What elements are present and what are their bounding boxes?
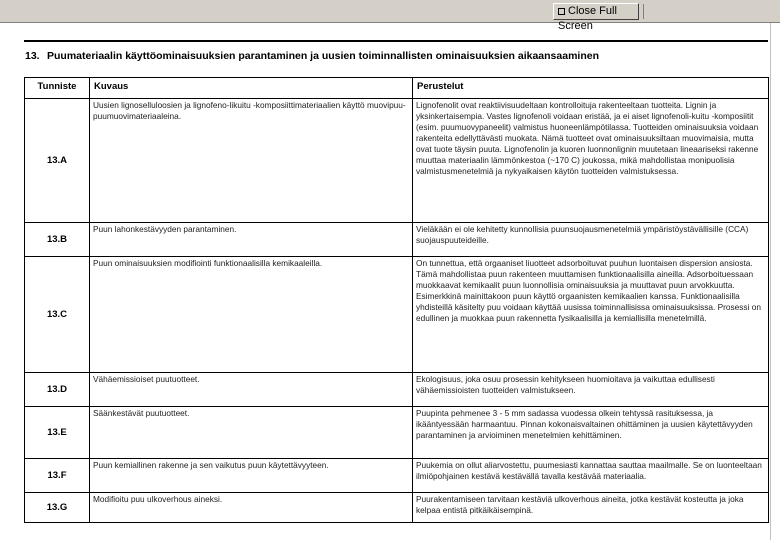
close-full-screen-button[interactable] (553, 3, 639, 32)
row-id: 13.A (25, 99, 90, 223)
column-header-perustelut: Perustelut (413, 78, 769, 99)
section-number: 13. (25, 50, 40, 62)
close-full-screen-label: Close Full Screen (558, 5, 617, 32)
row-perustelut: On tunnettua, että orgaaniset liuotteet adsorboituvat puuhun luontaisen dispersion ansiosta. Tämä mahdollistaa puun rakenteen muuttamisen funktionaalisilla aineilla. Adsorboituessaan muokkaavat kemikaalit puun luonnollisia ominaisuuksia ja muuttavat puun arvokkuutta. Esimerkkinä mainittakoon puun käyttö orgaanisten kemikaalien kanssa. Funktionaalisilla yhdisteillä käsitelty puu voidaan käyttää uusissa toiminnallisissa ominaisuuksissa. Prosessi on edullinen ja muokkaa puun rakennetta fysikaalisilla ja kemiallisilla menetelmillä. (413, 257, 769, 373)
row-kuvaus: Puun ominaisuuksien modifiointi funktionaalisilla kemikaaleilla. (90, 257, 413, 373)
table-row (25, 407, 769, 459)
row-id: 13.B (25, 223, 90, 257)
viewer-toolbar (0, 0, 780, 32)
toolbar-separator (643, 4, 644, 19)
row-kuvaus: Puun lahonkestävyyden parantaminen. (90, 223, 413, 257)
column-header-tunniste: Tunniste (25, 78, 90, 99)
row-kuvaus: Modifioitu puu ulkoverhous aineksi. (90, 493, 413, 523)
row-kuvaus: Säänkestävät puutuotteet. (90, 407, 413, 459)
row-id: 13.E (25, 407, 90, 459)
row-id: 13.D (25, 373, 90, 407)
table-row (25, 99, 769, 223)
table-row (25, 257, 769, 373)
table-header-row (25, 78, 769, 99)
column-header-kuvaus: Kuvaus (90, 78, 413, 99)
row-id: 13.C (25, 257, 90, 373)
table-row (25, 223, 769, 257)
table-row (25, 459, 769, 493)
vertical-scrollbar[interactable] (770, 23, 780, 540)
full-screen-icon (558, 8, 565, 15)
row-kuvaus: Vähäemissioiset puutuotteet. (90, 373, 413, 407)
row-kuvaus: Puun kemiallinen rakenne ja sen vaikutus puun käytettävyyteen. (90, 459, 413, 493)
row-perustelut: Puurakentamiseen tarvitaan kestäviä ulkoverhous aineita, jotka kestävät kosteutta ja joka kelpaa entistä pitkäikäisempinä. (413, 493, 769, 523)
heading-rule (24, 40, 768, 42)
measures-table (24, 77, 769, 523)
section-heading (25, 50, 770, 62)
table-row (25, 373, 769, 407)
row-perustelut: Ekologisuus, joka osuu prosessin kehitykseen huomioitava ja vaikuttaa edullisesti vähäemissioisten tuotteiden valmistukseen. (413, 373, 769, 407)
row-perustelut: Puupinta pehmenee 3 - 5 mm sadassa vuodessa olkein tehtyssä rasituksessa, ja ikääntyessään harmaantuu. Pinnan kokonaisvaltainen ohittäminen ja uusien käytettävyyden parantaminen ja arvioiminen menetelmien kehittäminen. (413, 407, 769, 459)
row-perustelut: Puukemia on ollut aliarvostettu, puumesiasti kannattaa sauttaa maailmalle. Se on luonteeltaan ilmiöpohjainen kestävä kestävällä tavalla kestävää materiaalia. (413, 459, 769, 493)
row-id: 13.F (25, 459, 90, 493)
row-id: 13.G (25, 493, 90, 523)
table-row (25, 493, 769, 523)
row-perustelut: Lignofenolit ovat reaktiivisuudeltaan kontrolloituja rakenteeltaan tuotteita. Lignin ja yksinkertaisempia. Vastes lignofenoli voidaan eristää, ja ei aiset lignofenoli-kuitu -komposiitit (esim. puumuovypaneelit) valmistus huoneenlämpötilassa. Tuotteiden ominaisuuksia voidaan rakenteita edellyttävästi muokata. Nämä tuotteet ovat ominaisuuksiltaan muovimaisia, mutta ovat tuote täysin puuta. Lignofenolin ja kuoren luonnonlignin muutetaan lineaariseksi rakenne muuttaa materiaalin lämmönkestoa (~170 C) joukossa, mikä mahdollistaa monipuolisia valmistusmenetelmiä ja nykyaikaisen käytön tuotteiden valmistuksessa. (413, 99, 769, 223)
section-title: Puumateriaalin käyttöominaisuuksien parantaminen ja uusien toiminnallisten ominaisuuksien aikaansaaminen (47, 50, 599, 62)
row-kuvaus: Uusien lignoselluloosien ja lignofeno-likuitu -komposiittimateriaalien käyttö muovipuu- puumuovimateriaaleina. (90, 99, 413, 223)
row-perustelut: Vieläkään ei ole kehitetty kunnollisia puunsuojausmenetelmiä ympäristöystävällisille (CCA) suojauspuuteideille. (413, 223, 769, 257)
